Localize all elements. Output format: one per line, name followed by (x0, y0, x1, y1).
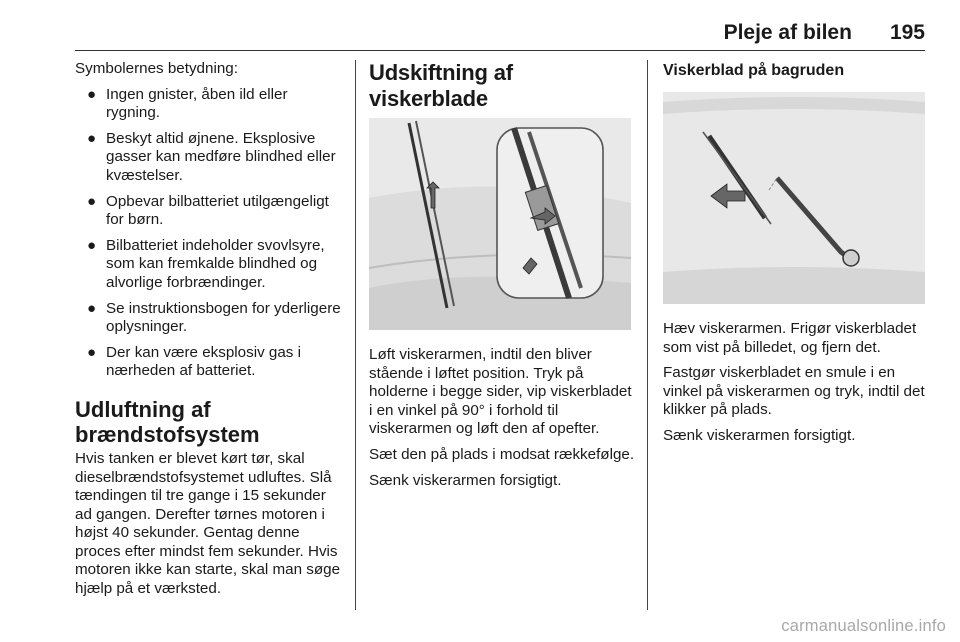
list-item: ● Der kan være eksplosiv gas i nærheden af batteriet. (87, 343, 301, 380)
wiper-step-1: Løft viskerarmen, indtil den bliver stående i løftet position. Tryk på holderne i begge sider, vip viskerbladet i en vinkel på 90° i forhold til viskerarmen og løft den af opefter. (369, 346, 632, 438)
column-left (75, 60, 343, 606)
column-divider (355, 60, 356, 610)
list-item: ● Se instruktionsbogen for yderligere oplysninger. (87, 299, 341, 336)
watermark: carmanualsonline.info (781, 617, 946, 635)
rear-wiper-heading: Viskerblad på bagruden (663, 62, 845, 79)
front-wiper-illustration (369, 118, 631, 330)
column-right (663, 60, 931, 453)
list-item: ● Bilbatteriet indeholder svovlsyre, som kan fremkalde blindhed og alvorlige forbrændinger. (87, 236, 325, 291)
column-middle (369, 60, 637, 497)
bullet-icon: ● (87, 192, 97, 210)
bullet-icon: ● (87, 129, 97, 147)
wiper-step-3: Sænk viskerarmen forsigtigt. (369, 471, 562, 489)
list-item: ● Ingen gnister, åben ild eller rygning. (87, 85, 288, 122)
section-title: Pleje af bilen (723, 21, 852, 44)
wiper-replacement-heading: Udskiftning af viskerblade (369, 60, 513, 111)
rear-wiper-illustration (663, 92, 925, 304)
list-item: ● Beskyt altid øjnene. Eksplosive gasser kan medføre blindhed eller kvæstelser. (87, 129, 336, 184)
page-number: 195 (889, 21, 925, 44)
bullet-icon: ● (87, 236, 97, 254)
fuel-system-heading: Udluftning af brændstofsystem (75, 396, 260, 447)
column-divider (647, 60, 648, 610)
bullet-icon: ● (87, 299, 97, 317)
front-wiper-drawing (369, 118, 631, 330)
rear-wiper-step-3: Sænk viskerarmen forsigtigt. (663, 426, 856, 444)
bullet-icon: ● (87, 343, 97, 361)
wiper-step-2: Sæt den på plads i modsat rækkefølge. (369, 445, 635, 463)
rear-wiper-drawing (663, 92, 925, 304)
list-item: ● Opbevar bilbatteriet utilgængeligt for børn. (87, 192, 329, 229)
bullet-icon: ● (87, 85, 97, 103)
fuel-system-body: Hvis tanken er blevet kørt tør, skal dieselbrændstofsystemet udluftes. Slå tændingen til tre gange i 15 sekunder ad gangen. Derefter tørnes motoren i højst 40 sekunder. Gentag denne proces efter mindst fem sekunder. Hvis motoren ikke kan starte, skal man søge hjælp på et værksted. (75, 449, 341, 598)
rear-wiper-step-1: Hæv viskerarmen. Frigør viskerbladet som vist på billedet, og fjern det. (663, 320, 917, 356)
symbols-intro: Symbolernes betydning: (75, 60, 238, 77)
symbol-list (75, 86, 343, 381)
rear-wiper-step-2: Fastgør viskerbladet en smule i en vinkel på viskerarmen og tryk, indtil det klikker på plads. (663, 364, 925, 419)
page-header (75, 18, 925, 51)
